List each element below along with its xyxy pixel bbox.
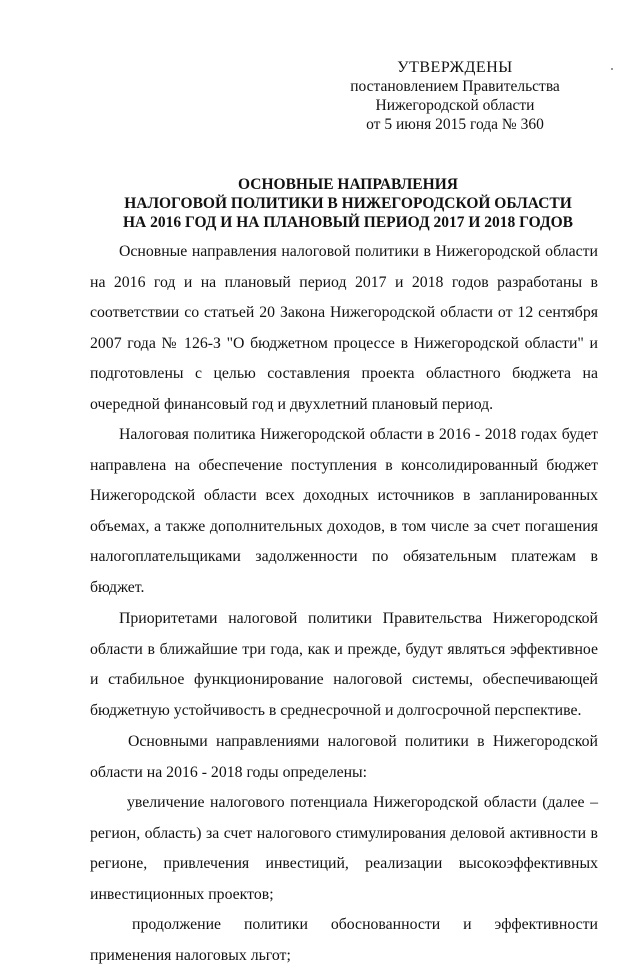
approval-block — [330, 58, 580, 134]
paragraph-intro: Основные направления налоговой политики в Нижегородской области на 2016 год и на плановый период 2017 и 2018 годов разработаны в соответствии со статьей 20 Закона Нижегородской области от 12 сентября 2007 года № 126-З "О бюджетном процессе в Нижегородской области" и подготовлены с целью составления проекта областного бюджета на очередной финансовый год и двухлетний плановый период. — [90, 243, 598, 413]
heading-line-1: ОСНОВНЫЕ НАПРАВЛЕНИЯ — [238, 176, 458, 193]
paragraph-priorities: Приоритетами налоговой политики Правительства Нижегородской области в ближайшие три года, как и прежде, будут являться эффективное и стабильное функционирование налоговой системы, обеспечивающей бюджетную устойчивость в среднесрочной и долгосрочной перспективе. — [90, 610, 598, 719]
paragraph-direction-tax-potential: увеличение налогового потенциала Нижегородской области (далее – регион, область) за счет налогового стимулирования деловой активности в регионе, привлечения инвестиций, реализации высокоэффективных инвестиционных проектов; — [90, 794, 598, 903]
approval-title: УТВЕРЖДЕНЫ — [397, 59, 513, 76]
approval-line-3: от 5 июня 2015 года № 360 — [366, 116, 544, 133]
approval-line-2: Нижегородской области — [375, 97, 535, 114]
document-heading — [60, 175, 636, 232]
paragraph-directions-intro: Основными направлениями налоговой политики в Нижегородской области на 2016 - 2018 годы определены: — [90, 733, 598, 781]
document-body — [90, 237, 598, 971]
heading-line-3: НА 2016 ГОД И НА ПЛАНОВЫЙ ПЕРИОД 2017 И 2018 ГОДОВ — [123, 214, 573, 231]
paragraph-policy-goal: Налоговая политика Нижегородской области в 2016 - 2018 годах будет направлена на обеспечение поступления в консолидированный бюджет Нижегородской области всех доходных источников в запланированных объемах, а также дополнительных доходов, в том числе за счет погашения налогоплательщиками задолженности по обязательным платежам в бюджет. — [90, 426, 598, 596]
approval-line-1: постановлением Правительства — [350, 78, 560, 95]
scan-speck — [611, 68, 613, 70]
paragraph-direction-tax-benefits: продолжение политики обоснованности и эффективности применения налоговых льгот; — [90, 916, 598, 964]
heading-line-2: НАЛОГОВОЙ ПОЛИТИКИ В НИЖЕГОРОДСКОЙ ОБЛАСТИ — [124, 195, 572, 212]
